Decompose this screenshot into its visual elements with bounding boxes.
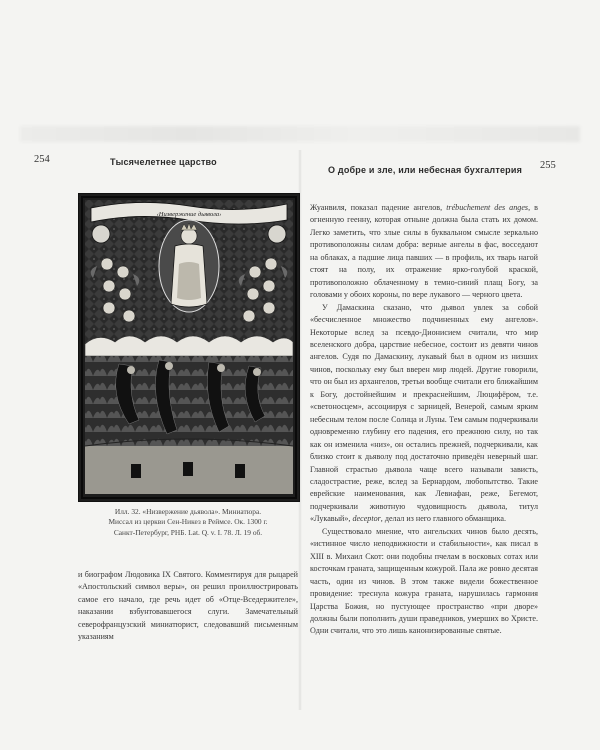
page-number-left: 254 [34, 154, 50, 165]
miniature-illustration [78, 193, 300, 502]
caption-line: Илл. 32. «Низвержение дьявола». Миниатюра. [114, 507, 262, 516]
page-number-right: 255 [540, 160, 556, 171]
left-body-text [78, 569, 298, 644]
running-head-left: Тысячелетнее царство [110, 157, 217, 167]
paragraph-2 [310, 302, 538, 526]
paragraph-3: Существовало мнение, что ангельских чинов было десять, «истинное число неподвижности и стабильности», как писал в XIII в. Михаил Скот: они подобны пчелам в восковых сотах или косточкам граната, защищенным кожурой. Пала же ровно десятая часть, один из чинов. В этом также видели божественное провидение: треснула кожура граната, нарушилась гармония Царства Божия, но пустующее пространство «при дворе» должны были пополнить души праведников, умерших во Христе. Одни считали, что это лишь канонизированные святые. [310, 526, 538, 636]
paragraph-1-text-a: Жуанвиля, показал падение ангелов, [310, 203, 447, 212]
miniature-art [79, 194, 299, 501]
paragraph-2-italic: deceptor [352, 514, 381, 524]
show-through-band [20, 126, 580, 142]
paragraph-1-text-b: , в огненную геенну, которая отныне должна была стать их домом. Легко заметить, что злые силы в буквальном смысле зеркально противоположны силам добра: верные ангелы в фас, восседают на облаках, а падшие лица павших — в профиль, их тварь нагой стоят на полу, их отражение ярко-голубой краской, противоположно облаченному в темно-синий плащ Богу, за головами у обоих короны, по вере лукавого — черного цвета. [310, 203, 538, 300]
right-body-text [310, 202, 538, 638]
caption-line: Миссал из церкви Сен-Никез в Реймсе. Ок. 1300 г. [108, 517, 268, 527]
left-paragraph: и биографом Людовика IX Святого. Комментируя для рыцарей «Апостольский символ веры», он решил проиллюстрировать самое его начало, где речь идет об «Отце-Вседержителе», наказании взбунтовавшегося слуги. Замечательный северофранцузский миниатюрист, следовавший письменным указаниям [78, 570, 298, 642]
figure-caption [78, 507, 298, 538]
miniature-banner: ‹Низвержение дьявола› [156, 211, 222, 218]
paragraph-2-text: У Дамаскина сказано, что дьявол увлек за собой «бесчисленное множество подчиненных ему ангелов». Некоторые вслед за псевдо-Дионисием считали, что мир вселенского добра, царствие небесное, состоит из девяти чинов ангелов. Судя по Дамаскину, лукавый был в одном из низших чинов, поскольку ему был вверен мир людей. Другие говорили, что он был из архангелов, третьи вообще считали его ближайшим к Богу, достойнейшим и прекраснейшим, Люцифёром, т.е. «светоносцем», ассоциируя с зарницей, Венерой, самым ярким небесным телом после Солнца и Луны. Тем самым подчеркивали одновременно глубину его падения, его прежнюю силу, но так как он изменила «низ», он остались прежней, подчеркивали, как близко стоит к дьяволу под достаточно приведён неверный шаг. Главной страстью дьявола чаще всего называли зависть, сладострастие, реже, вслед за Бернардом, любопытство. Такие еврейские наименования, как Левиафан, реже, Бегемот, подчеркивали животную чудовищность дьявола, титул «Лукавый», [310, 302, 538, 524]
paragraph-1 [310, 202, 538, 302]
paragraph-2-end: , делал из него главного обманщика. [380, 514, 506, 524]
running-head-right: О добре и зле, или небесная бухгалтерия [328, 165, 523, 175]
paragraph-1-italic: trébuchement des anges [446, 203, 529, 212]
caption-line: Санкт-Петербург, РНБ. Lat. Q. v. I. 78. Л. 19 об. [113, 527, 263, 537]
